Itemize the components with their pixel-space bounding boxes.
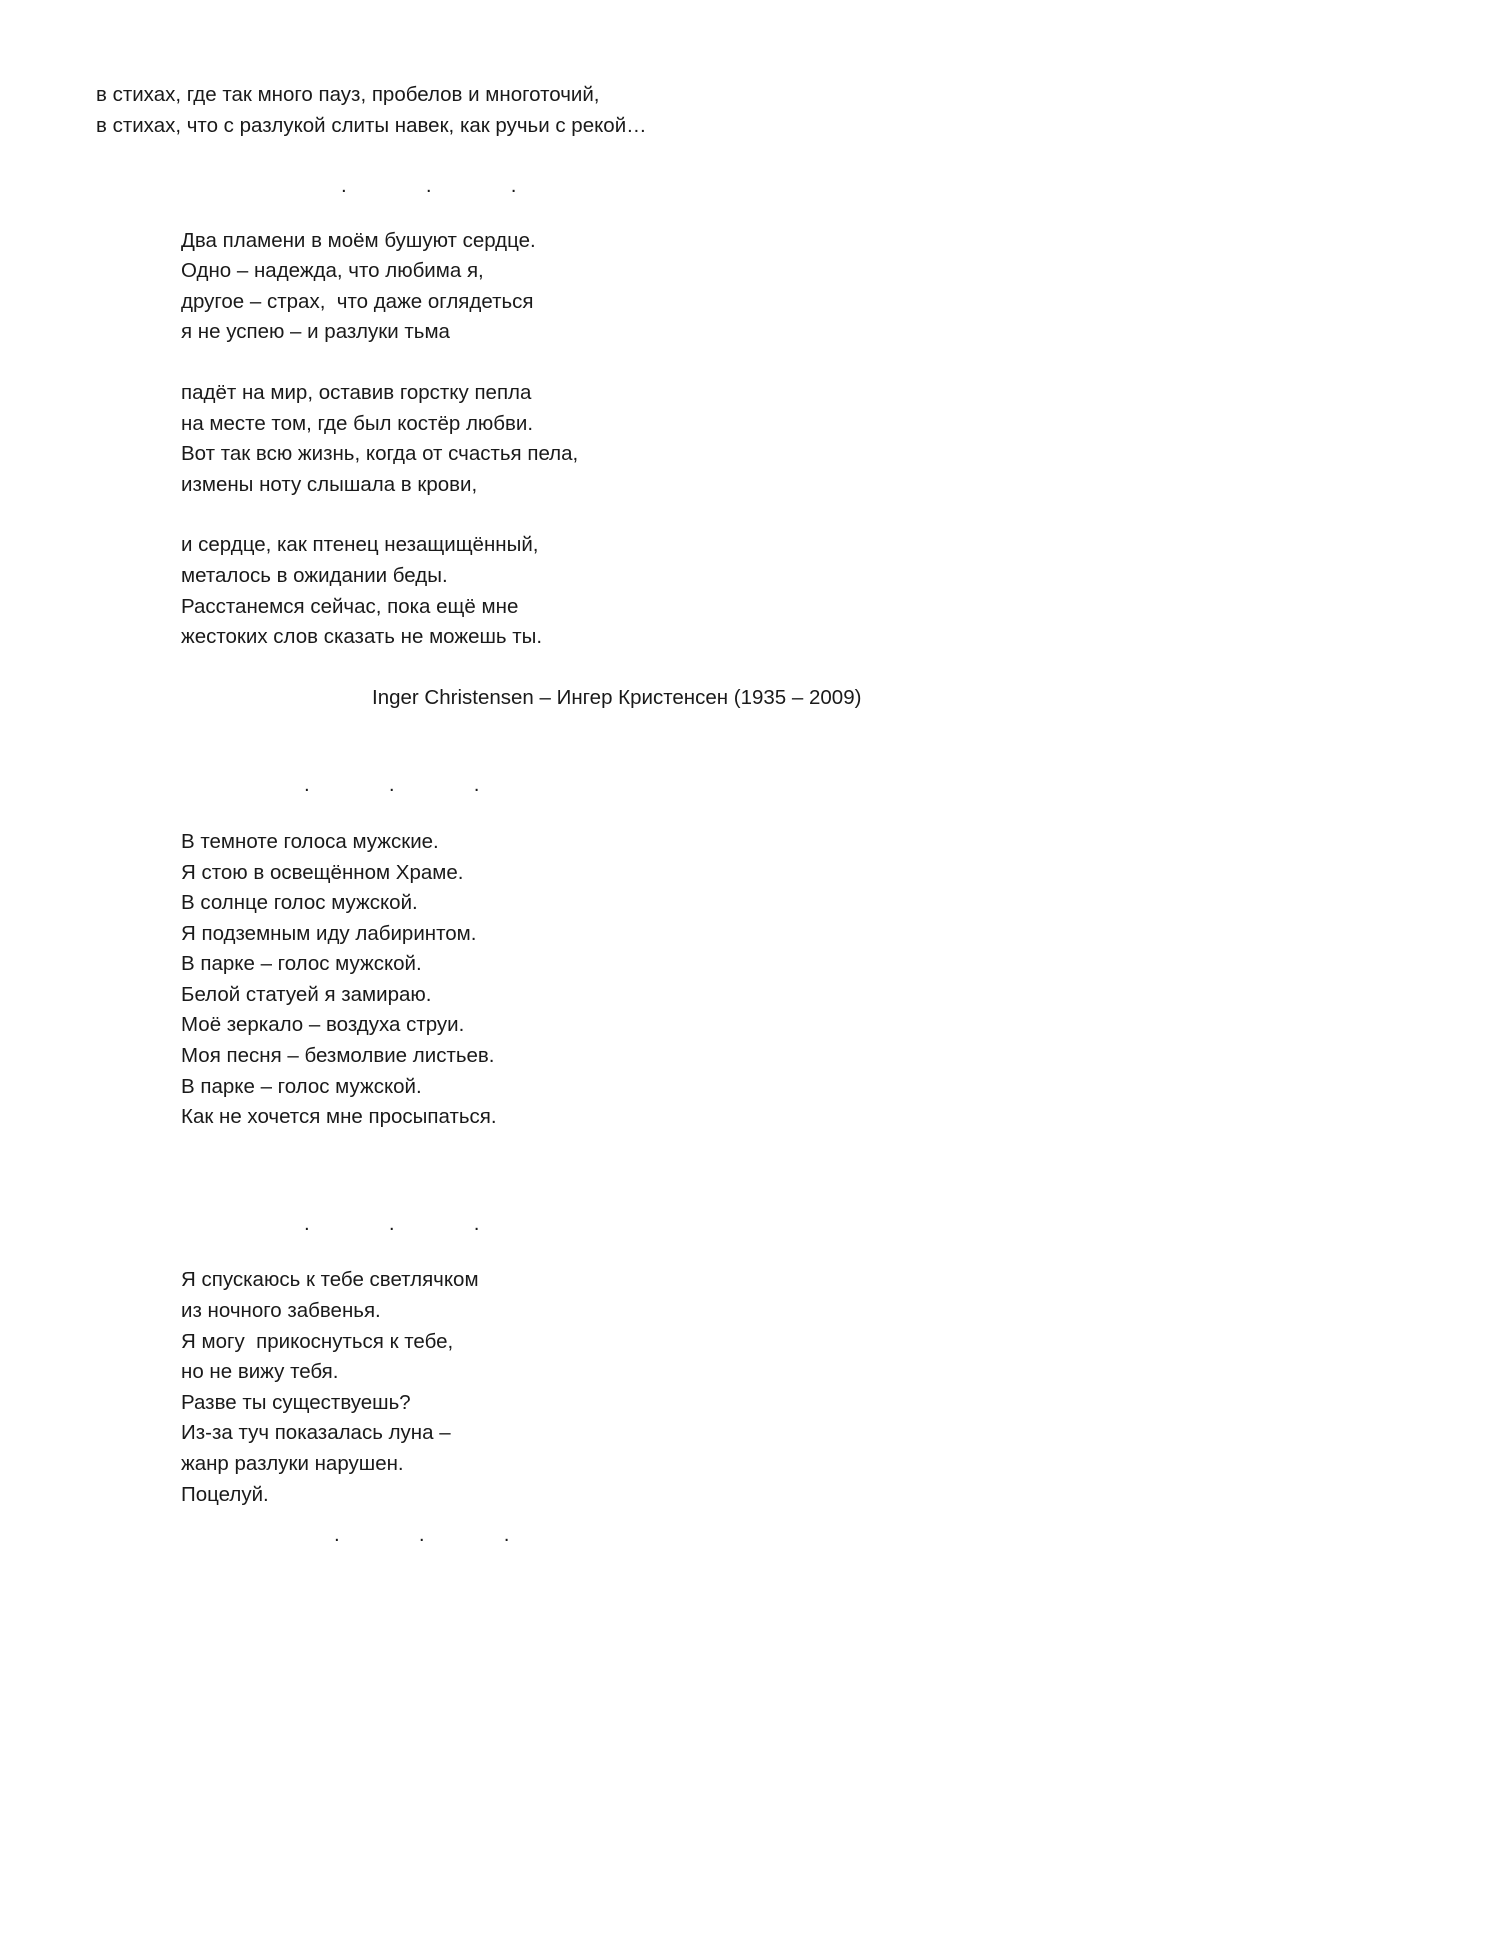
dot-separator-3: . . . — [304, 1211, 491, 1235]
poem-line: жанр разлуки нарушен. — [181, 1451, 404, 1475]
poem-1-attribution-block — [372, 683, 1496, 714]
poem-line: Два пламени в моём бушуют сердце. — [181, 228, 536, 252]
poem-line: Я стою в освещённом Храме. — [181, 860, 464, 884]
poem-line: Разве ты существуешь? — [181, 1390, 411, 1414]
poem-line: Белой статуей я замираю. — [181, 982, 432, 1006]
poem-line: другое – страх, что даже оглядеться — [181, 289, 534, 313]
poem-line: из ночного забвенья. — [181, 1298, 381, 1322]
dot-separator-4: . . . — [334, 1523, 521, 1547]
poem-line: Я спускаюсь к тебе светлячком — [181, 1268, 479, 1292]
poem-line: в стихах, где так много пауз, пробелов и многоточий, — [96, 83, 600, 106]
stanza — [181, 378, 1406, 500]
poem-line: и сердце, как птенец незащищённый, — [181, 533, 539, 557]
stanza — [181, 226, 1406, 348]
poem-line: Поцелуй. — [181, 1482, 269, 1506]
poem-line: В парке – голос мужской. — [181, 1074, 422, 1098]
poem-line: но не вижу тебя. — [181, 1360, 339, 1384]
dot-separator-1: . . . — [341, 174, 528, 198]
poem-line: В темноте голоса мужские. — [181, 829, 439, 853]
opening-fragment — [96, 80, 1406, 141]
poem-line: Расстанемся сейчас, пока ещё мне — [181, 594, 519, 618]
poem-line: металось в ожидании беды. — [181, 564, 448, 588]
poem-line: Вот так всю жизнь, когда от счастья пела, — [181, 442, 579, 466]
stanza — [181, 530, 1406, 652]
poem-line: Моё зеркало – воздуха струи. — [181, 1013, 465, 1037]
poem-1 — [181, 226, 1406, 653]
poem-line: В солнце голос мужской. — [181, 891, 418, 915]
poem-line: Я могу прикоснуться к тебе, — [181, 1329, 454, 1353]
stanza — [181, 1265, 1406, 1510]
dot-separator-2: . . . — [304, 773, 491, 797]
poem-line: В парке – голос мужской. — [181, 952, 422, 976]
poem-3 — [181, 1265, 1406, 1510]
poem-line: я не успею – и разлуки тьма — [181, 320, 450, 344]
poem-2 — [181, 827, 1406, 1133]
poem-line: в стихах, что с разлукой слиты навек, как ручьи с рекой… — [96, 113, 647, 137]
poem-line: Одно – надежда, что любима я, — [181, 259, 484, 283]
stanza — [181, 827, 1406, 1133]
poem-line: Моя песня – безмолвие листьев. — [181, 1044, 495, 1068]
poem-line: Я подземным иду лабиринтом. — [181, 921, 477, 945]
poem-line: падёт на мир, оставив горстку пепла — [181, 381, 532, 405]
poem-line: на месте том, где был костёр любви. — [181, 411, 534, 435]
poem-line: измены ноту слышала в крови, — [181, 472, 478, 496]
poem-line: Из-за туч показалась луна – — [181, 1421, 451, 1445]
poem-line: Как не хочется мне просыпаться. — [181, 1105, 497, 1129]
author-attribution: Inger Christensen – Ингер Кристенсен (1935 – 2009) — [372, 685, 862, 709]
poem-line: жестоких слов сказать не можешь ты. — [181, 625, 543, 649]
